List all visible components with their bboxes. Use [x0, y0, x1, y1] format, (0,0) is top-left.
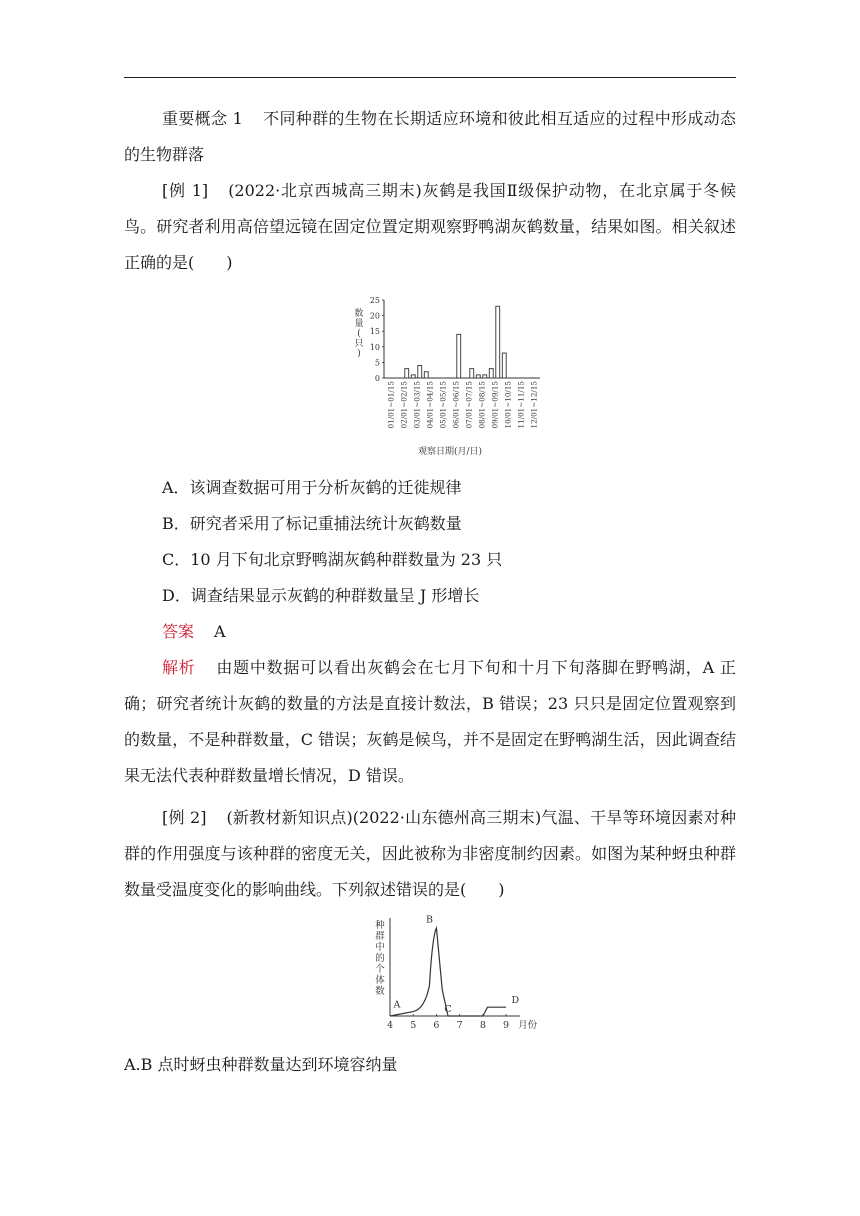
chart2-point-label: A [393, 999, 401, 1011]
chart1-bar [483, 375, 487, 378]
chart1-ytick-label: 15 [369, 327, 380, 337]
chart1-xtick-label: 03/01~03/15 [412, 381, 422, 429]
chart1-bar [496, 306, 500, 378]
concept-text: 不同种群的生物在长期适应环境和彼此相互适应的过程中形成动态的生物群落 [124, 109, 736, 164]
chart1-xtick-label: 12/01~12/15 [529, 381, 539, 429]
option-c: C．10 月下旬北京野鸭湖灰鹤种群数量为 23 只 [162, 550, 503, 569]
concept-paragraph [124, 101, 736, 173]
option-b: B．研究者采用了标记重捕法统计灰鹤数量 [162, 514, 462, 533]
chart1-xlabel: 观察日期(月/日) [417, 447, 483, 457]
chart1-ylabel-char: 量 [354, 319, 364, 329]
chart2-ylabel-char: 种 [375, 920, 385, 931]
chart1-ytick-label: 20 [369, 311, 380, 321]
chart1-ylabel-char: 只 [354, 339, 364, 349]
chart2-ylabel-char: 体 [375, 975, 385, 986]
chart1-ylabel-char: 数 [354, 309, 364, 319]
example1-options [124, 470, 736, 794]
analysis-text: 由题中数据可以看出灰鹤会在七月下旬和十月下旬落脚在野鸭湖，A 正确；研究者统计灰鹤的数量的方法是直接计数法，B 错误；23 只只是固定位置观察到的数量，不是种群数量，C 错误；灰鹤是候鸟，并不是固定在野鸭湖生活，因此调查结果无法代表种群数量增长情况，D 错误。 [124, 658, 736, 785]
header-rule [124, 77, 736, 78]
example1-stem: (2022·北京西城高三期末)灰鹤是我国Ⅱ级保护动物，在北京属于冬候鸟。研究者利用高倍望远镜在固定位置定期观察野鸭湖灰鹤数量，结果如图。相关叙述正确的是( ) [124, 181, 736, 272]
chart1-ylabel-char: ) [357, 349, 361, 359]
chart1-bar [502, 353, 506, 378]
option-d: D．调查结果显示灰鹤的种群数量呈 J 形增长 [162, 586, 480, 605]
chart1-xtick-label: 06/01~06/15 [451, 381, 461, 429]
line-chart [362, 914, 538, 1036]
chart2-xtick-label: 8 [479, 1020, 486, 1031]
chart2-ylabel-char: 中 [375, 942, 385, 953]
chart2-xtick-label: 7 [456, 1020, 463, 1031]
chart1-ytick-label: 0 [374, 374, 380, 383]
chart1-bar [405, 369, 409, 378]
chart2-xlabel: 月份 [518, 1020, 538, 1031]
chart1-xtick-label: 08/01~08/15 [477, 381, 487, 429]
chart1-xtick-label: 05/01~05/15 [438, 381, 448, 429]
chart2-ylabel-char: 群 [375, 931, 385, 942]
chart2-point-label: C [444, 1004, 452, 1015]
chart2-ylabel-char: 数 [375, 986, 385, 997]
aphid-population-curve [390, 928, 506, 1016]
answer-value: A [214, 622, 226, 641]
concept-label: 重要概念 1 [162, 109, 243, 128]
chart1-bar [418, 366, 422, 378]
bar-chart [350, 292, 550, 460]
chart1-xtick-label: 01/01~01/15 [386, 381, 396, 429]
chart1-xtick-label: 02/01~02/15 [399, 381, 409, 429]
chart2-xtick-label: 4 [386, 1020, 394, 1031]
example2-tag: [例 2] [162, 808, 207, 827]
chart1-bar [457, 334, 461, 378]
chart1-xtick-label: 07/01~07/15 [464, 381, 474, 429]
chart1-xtick-label: 04/01~04/15 [425, 381, 435, 429]
chart2-point-label: B [425, 914, 433, 926]
answer-label: 答案 [162, 622, 195, 641]
example2-stem: (新教材新知识点)(2022·山东德州高三期末)气温、干旱等环境因素对种群的作用强度与该种群的密度无关，因此被称为非密度制约因素。如图为某种蚜虫种群数量受温度变化的影响曲线。下列叙述错误的是( ) [124, 808, 736, 899]
chart2-xtick-label: 9 [503, 1020, 510, 1031]
example1-stem-block [124, 173, 736, 281]
example2-stem-block [124, 800, 736, 908]
chart1-ylabel-char: ( [357, 329, 361, 339]
example1-tag: [例 1] [162, 181, 209, 200]
chart1-bar [424, 372, 428, 378]
analysis-label: 解析 [162, 658, 196, 677]
chart1-bar [411, 375, 415, 378]
option-a: A．该调查数据可用于分析灰鹤的迁徙规律 [162, 478, 462, 497]
chart1-xtick-label: 09/01~09/15 [490, 381, 500, 429]
chart2-ylabel-char: 的 [375, 953, 385, 964]
chart1-xtick-label: 11/01~11/15 [516, 381, 526, 429]
chart1-xtick-label: 10/01~10/15 [503, 381, 513, 429]
chart2-ylabel-char: 个 [375, 964, 385, 975]
chart2-xtick-label: 5 [410, 1020, 417, 1031]
chart2-point-label: D [511, 995, 520, 1007]
chart2-xtick-label: 6 [433, 1020, 440, 1031]
example2-option-a: A.B 点时蚜虫种群数量达到环境容纳量 [124, 1055, 398, 1074]
chart1-bar [489, 369, 493, 378]
example2-option-block [124, 1047, 736, 1083]
chart1-ytick-label: 10 [369, 342, 380, 352]
chart1-bar [476, 375, 480, 378]
chart1-ytick-label: 25 [369, 296, 380, 305]
chart1-bar [470, 369, 474, 378]
chart1-ytick-label: 5 [374, 358, 380, 368]
